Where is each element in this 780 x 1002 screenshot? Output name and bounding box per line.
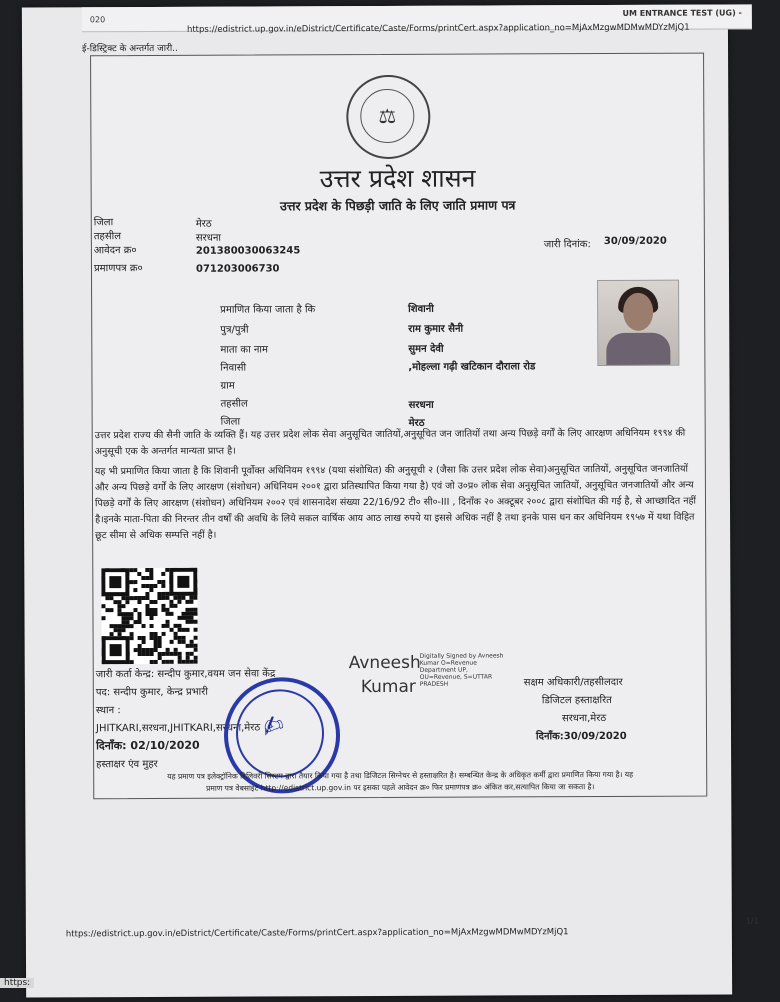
bottom-left-text: https: <box>0 978 34 988</box>
signer-last-name: Kumar <box>360 676 416 698</box>
signature-date: 02/10/2020 <box>130 738 200 753</box>
date-label: दिनाँक: <box>96 739 127 753</box>
sign-label: हस्ताक्षर एंव मुहर <box>96 758 158 771</box>
resident-label: निवासी <box>220 362 247 374</box>
tehsil-label-2: तहसील <box>220 398 248 410</box>
authority-date: दिनाँक:30/09/2020 <box>536 730 627 743</box>
print-url-top: https://edistrict.up.gov.in/eDistrict/Certificate/Caste/Forms/printCert.aspx?application_no=MjAxMzgwMDMwMDYzMjQ1 <box>186 22 690 35</box>
district-label-2: जिला <box>220 416 241 428</box>
authority-title: सक्षम अधिकारी/तहसीलदार <box>523 676 623 689</box>
qr-code-graphic <box>101 568 197 664</box>
application-label: आवेदन क्र० <box>93 245 137 257</box>
district-value: मेरठ <box>195 218 212 230</box>
paper-sheet <box>22 4 759 997</box>
certification-paragraph: यह भी प्रमाणित किया जाता है कि शिवानी पूर्वोक्त अधिनियम १९९४ (यथा संशोधित) की अनुसूची २ (जैसा कि उत्तर प्रदेश लोक सेवा)अनुसूचित जातियों, अनुसूचित जनजातियों और अन्य पिछड़े वर्गों के लिए आरक्षण (संशोधन) अधिनियम २००१ द्वारा प्रतिस्थापित किया गया है) एवं जो उ०प्र० लोक सेवा अनुसूचित जातियों, अनुसूचित जनजातियों और अन्य पिछड़े वर्गों के लिए आरक्षण (संशोधन) अधिनियम २००२ एवं शासनादेश संख्या 22/16/92 टी० सी०-III , दिनाँक २० अक्टूबर २००८ द्वारा संशोधित की गई है, से आच्छादित नहीं है।इनके माता-पिता की निरन्तर तीन वर्षों की अवधि के लिये सकल वार्षिक आय आठ लाख रुपये या इससे अधिक नहीं है तथा इनके पास धन कर अधिनियम १९५७ में यथा विहित छूट सीमा से अधिक सम्पत्ति नहीं है। <box>94 463 696 542</box>
tehsil-label: तहसील <box>93 231 122 243</box>
emblem-icon: ⚖ <box>360 89 414 143</box>
certificate <box>90 53 707 800</box>
issued-under-text: ई-डिस्ट्रिक्ट के अन्तर्गत जारी.. <box>82 43 178 55</box>
post: पद: सन्दीप कुमार, केन्द्र प्रभारी <box>95 686 208 699</box>
tehsil-value: सरधना <box>195 232 222 244</box>
father-name: राम कुमार सैनी <box>408 323 464 335</box>
mother-label: माता का नाम <box>220 344 268 356</box>
place: JHITKARI,सरधना,JHITKARI,सरधना,मेरठ <box>95 722 261 735</box>
pen-signature-icon: ✍ <box>257 708 289 745</box>
print-url-bottom: https://edistrict.up.gov.in/eDistrict/Certificate/Caste/Forms/printCert.aspx?application_no=MjAxMzgwMDMwMDYzMjQ1 <box>65 927 569 940</box>
gov-title: उत्तर प्रदेश शासन <box>319 163 476 194</box>
certificate-no-label: प्रमाणपत्र क्र० <box>93 263 143 275</box>
footer-line-1: यह प्रमाण पत्र इलेक्ट्रॉनिक डिलिवरी सिस्टम द्वारा तैयार किया गया है तथा डिजिटल सिग्नेचर से हस्ताक्षरित है। सम्बन्धित केन्द्र के अधिकृत कर्मी द्वारा प्रमाणित किया गया है। यह <box>167 769 634 781</box>
digital-signature-info: Digitally Signed by Avneesh Kumar O=Revenue Department UP, OU=Revenue, S=UTTAR PRADESH <box>419 652 504 688</box>
certificate-number: 071203006730 <box>195 263 280 275</box>
village-label: ग्राम <box>220 380 235 392</box>
certificate-title: उत्तर प्रदेश के पिछड़ी जाति के लिए जाति प्रमाण पत्र <box>279 197 516 214</box>
qr-code <box>101 568 197 664</box>
applicant-photo <box>597 280 679 366</box>
district-value-2: मेरठ <box>408 417 425 429</box>
issue-date: 30/09/2020 <box>603 235 667 248</box>
application-number: 201380030063245 <box>195 245 301 257</box>
mother-name: सुमन देवी <box>408 343 444 355</box>
authority-place: सरधना,मेरठ <box>561 713 607 725</box>
parent-label: पुत्र/पुत्री <box>220 324 249 336</box>
person-name: शिवानी <box>408 303 434 315</box>
tehsil-value-2: सरधना <box>408 399 434 411</box>
footer-line-2: प्रमाण पत्र वेबसाइट http://edistrict.up.gov.in पर इसका पहले आवेदन क्र० फिर प्रमाणपत्र क्र० अंकित कर,सत्यापित किया जा सकता है। <box>206 782 595 793</box>
caste-paragraph: उत्तर प्रदेश राज्य की सैनी जाति के व्यक्ति हैं। यह उत्तर प्रदेश लोक सेवा अनुसूचित जातियों,अनुसूचित जन जातियों तथा अन्य पिछड़े वर्गों के लिए आरक्षण अधिनियम १९९४ की अनुसूची एक के अन्तर्गत मान्यता प्राप्त है। <box>94 427 686 458</box>
authority-digital-sign: डिजिटल हस्ताक्षरित <box>541 694 612 707</box>
strip-left: 020 <box>89 15 106 25</box>
address: ,मोहल्ला गढ़ी खटिकान दौराला रोड <box>408 361 536 373</box>
page-number: 1/1 <box>745 916 759 926</box>
up-emblem <box>346 75 430 159</box>
place-label: स्थान : <box>95 705 121 717</box>
date-row <box>96 738 200 753</box>
signer-first-name: Avneesh <box>348 652 421 674</box>
strip-right: UM ENTRANCE TEST (UG) - <box>622 8 742 18</box>
district-label: जिला <box>93 217 114 229</box>
certified-label: प्रमाणित किया जाता है कि <box>220 304 316 316</box>
issue-date-label: जारी दिनांक: <box>543 239 591 251</box>
issuing-center: जारी कर्ता केन्द्र: सन्दीप कुमार,वयम जन सेवा केंद्र <box>95 668 276 681</box>
